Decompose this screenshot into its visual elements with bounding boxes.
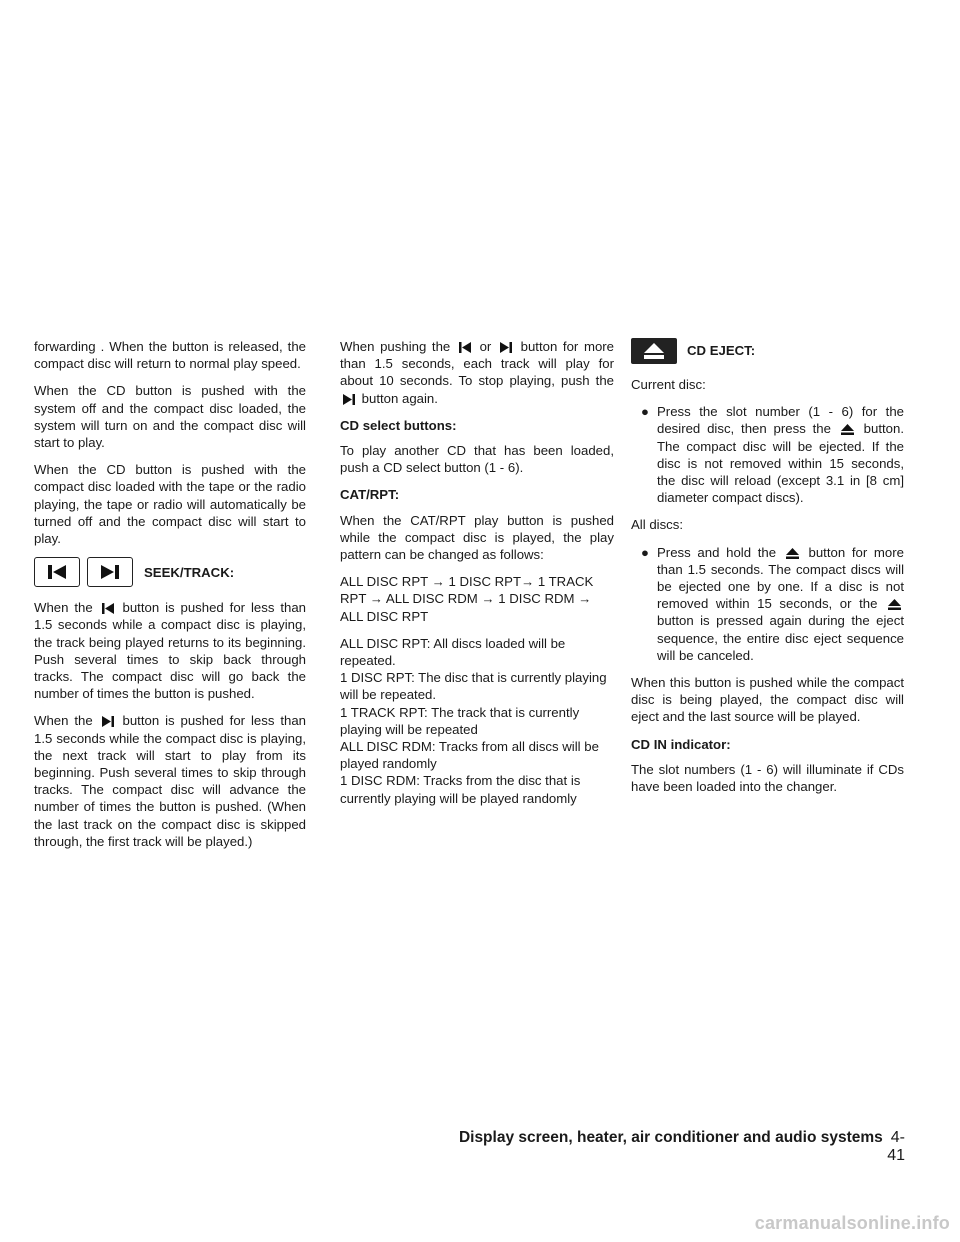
watermark: carmanualsonline.info: [754, 1213, 950, 1233]
scan-text-b: or: [479, 339, 492, 354]
repeat-mode-item: 1 TRACK RPT: The track that is currently playing will be repeated: [340, 704, 580, 737]
track-forward-icon: [87, 557, 133, 587]
footer-section-title: Display screen, heater, air conditioner and audio systems: [458, 1129, 883, 1146]
repeat-mode-item: ALL DISC RPT: All discs loaded will be repeated.: [340, 635, 566, 669]
paragraph-cat-rpt: When the CAT/RPT play button is pushed while the compact disc is played, the play pattern can be changed as follows:: [340, 512, 614, 563]
repeat-mode-item: ALL DISC RDM: Tracks from all discs will be played randomly: [340, 739, 599, 772]
repeat-mode-item: 1 DISC RDM: Tracks from the disc that is currently playing will be played randomly: [340, 773, 581, 806]
bullet-text: [657, 544, 904, 664]
track-back-icon: [34, 557, 80, 587]
seek-forward-text-b: button is pushed for less than 1.5 seconds while the compact disc is playing, the next track will start to play from its beginning. Push several times to skip through tracks. The compact disc will advance the number of times the button is pushed. (When the last track on the compact disc is skipped through, the first track will be played.): [34, 713, 306, 849]
column-left: [34, 338, 306, 860]
scan-text-d: button again.: [361, 390, 438, 406]
list-item: [641, 403, 904, 506]
bullet2-text-b: button for more than 1.5 seconds. The compact discs will be ejected one by one. If a disc is not removed within 15 seconds, or the: [657, 544, 904, 612]
paragraph-cd-in: The slot numbers (1 - 6) will illuminate if CDs have been loaded into the changer.: [631, 761, 904, 795]
track-forward-icon: [343, 394, 355, 405]
seek-track-heading: SEEK/TRACK:: [144, 564, 235, 580]
cd-eject-heading: CD EJECT:: [687, 343, 756, 359]
page-footer: [455, 1129, 905, 1165]
seek-back-text-a: When the: [34, 600, 93, 616]
all-discs-label: All discs:: [631, 517, 684, 533]
track-back-icon: [102, 603, 114, 614]
paragraph-scan: [340, 338, 614, 407]
track-forward-icon: [500, 342, 512, 353]
bullet-icon: ●: [641, 544, 649, 560]
bullet1-text-a: Press the slot number (1 - 6) for the desired disc, then press the: [657, 404, 904, 437]
seek-back-text-b: button is pushed for less than 1.5 seconds while a compact disc is playing, the track being played returns to its beginning. Push several times to skip back through tracks. The compact disc will go back the number of times the button is pushed.: [34, 600, 306, 702]
paragraph-seek-forward: [34, 712, 306, 850]
eject-icon: [786, 548, 799, 559]
paragraph-cd-select: To play another CD that has been loaded, push a CD select button (1 - 6).: [340, 443, 614, 476]
bullet-text: [657, 403, 904, 506]
page-number: 4-41: [887, 1129, 905, 1164]
paragraph-seek-back: [34, 599, 306, 702]
paragraph-forwarding: forwarding . When the button is released, the compact disc will return to normal play speed.: [34, 339, 306, 372]
bullet2-text-a: Press and hold the: [657, 544, 777, 560]
track-back-icon: [459, 342, 471, 353]
eject-icon: [631, 338, 677, 364]
play-pattern-sequence: ALL DISC RPT → 1 DISC RPT→ 1 TRACK RPT → ALL DISC RDM → 1 DISC RDM → ALL DISC RPT: [340, 574, 594, 624]
cd-in-indicator-heading: CD IN indicator:: [631, 736, 731, 752]
paragraph-eject-while-playing: When this button is pushed while the compact disc is being played, the compact disc will eject and the last source will be played.: [631, 675, 904, 725]
repeat-mode-list: [340, 635, 614, 807]
repeat-mode-item: 1 DISC RPT: The disc that is currently playing will be repeated.: [340, 670, 607, 703]
bullet2-text-c: button is pressed again during the eject sequence, the entire disc eject sequence will be canceled.: [657, 613, 904, 663]
column-middle: [340, 338, 614, 817]
eject-icon: [841, 424, 854, 435]
list-item: [641, 544, 904, 664]
cd-eject-heading-row: [631, 338, 904, 364]
seek-track-heading-row: [34, 557, 306, 587]
paragraph-cd-system-off: When the CD button is pushed with the system off and the compact disc loaded, the system will turn on and the compact disc will start to play.: [34, 383, 306, 451]
track-forward-icon: [102, 716, 114, 727]
paragraph-cd-tape-radio: When the CD button is pushed with the compact disc loaded with the tape or the radio playing, the tape or radio will automatically be turned off and the compact disc will start to play.: [34, 462, 306, 547]
scan-text-c: button for more than 1.5 seconds, each track will play for about 10 seconds. To stop playing, push the: [340, 339, 615, 389]
bullet-icon: ●: [641, 404, 649, 420]
seek-forward-text-a: When the: [34, 713, 93, 729]
current-disc-label: Current disc:: [631, 377, 706, 392]
bullet1-text-b: button. The compact disc will be ejected. If the disc is not removed within 15 seconds, the disc will reload (except 3.1 in [8 cm] diameter compact discs).: [657, 421, 904, 506]
column-right: [631, 338, 904, 805]
cat-rpt-heading: CAT/RPT:: [340, 487, 400, 503]
eject-icon: [888, 599, 901, 610]
scan-text-a: When pushing the: [340, 339, 451, 354]
cd-select-heading: CD select buttons:: [340, 417, 457, 433]
